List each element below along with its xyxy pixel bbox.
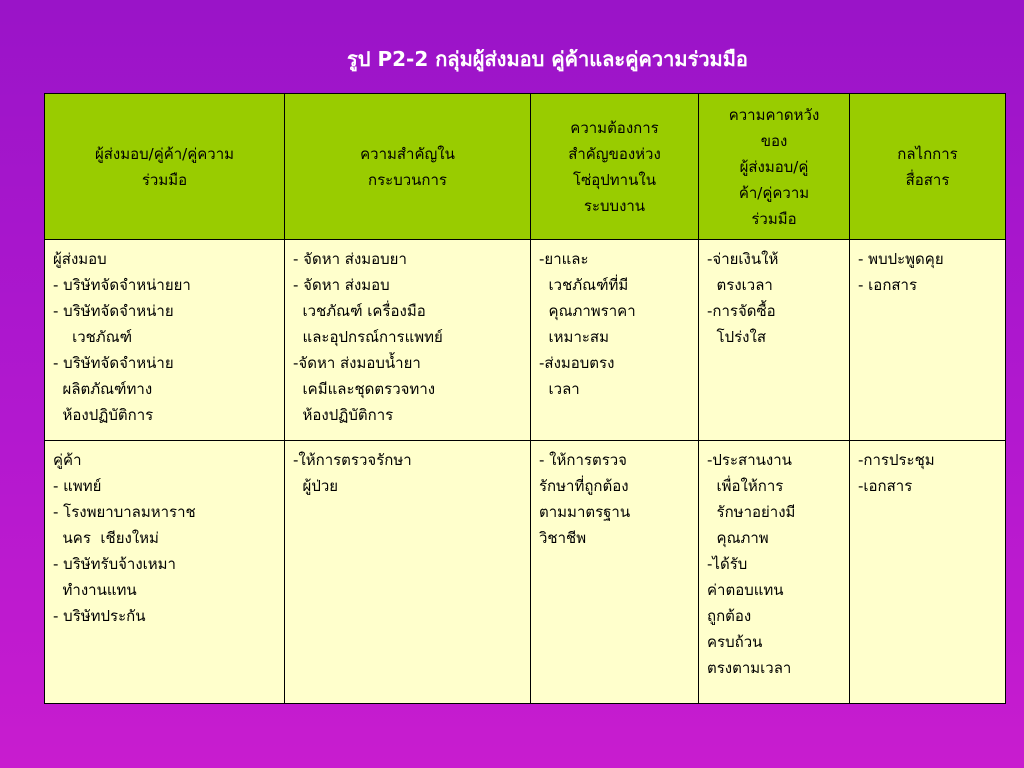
cell-partners-communication — [850, 441, 1006, 704]
cell-line: ร่วมมือ — [751, 209, 797, 228]
table-header-row — [45, 94, 1006, 240]
supplier-partner-table — [44, 93, 1006, 704]
cell-line: รักษาอย่างมี — [707, 503, 796, 521]
cell-suppliers-process-importance — [285, 240, 531, 441]
slide-title: รูป P2-2 กลุ่มผู้ส่งมอบ คู่ค้าและคู่ความร่วมมือ — [347, 47, 748, 71]
header-cell-stakeholder — [45, 94, 285, 240]
cell-line: - บริษัทจัดจำหน่าย — [53, 354, 174, 372]
cell-line: ระบบงาน — [583, 196, 646, 215]
cell-line: -ยาและ — [539, 250, 589, 268]
cell-line: -ให้การตรวจรักษา — [293, 451, 412, 469]
cell-line: วิชาชีพ — [539, 529, 587, 547]
cell-partners-requirements — [531, 441, 699, 704]
cell-line: - พบปะพูดคุย — [858, 250, 944, 268]
cell-line: - เอกสาร — [858, 276, 918, 294]
cell-line: คุณภาพ — [707, 529, 769, 547]
header-cell-process-importance — [285, 94, 531, 240]
cell-line: - จัดหา ส่งมอบ — [293, 276, 390, 294]
header-cell-expectations — [699, 94, 850, 240]
cell-line: -การจัดซื้อ — [707, 302, 776, 320]
cell-suppliers-communication — [850, 240, 1006, 441]
cell-line: ครบถ้วน — [707, 633, 763, 651]
cell-line: ผลิตภัณฑ์ทาง — [53, 380, 153, 398]
cell-line: -เอกสาร — [858, 477, 913, 495]
cell-line: ความสำคัญใน — [360, 144, 455, 163]
cell-line: เหมาะสม — [539, 328, 609, 346]
cell-line: ถูกต้อง — [707, 607, 752, 625]
cell-line: ความต้องการ — [570, 118, 659, 137]
cell-line: สื่อสาร — [905, 170, 950, 189]
cell-line: -ส่งมอบตรง — [539, 354, 615, 372]
cell-line: ห้องปฏิบัติการ — [53, 406, 154, 424]
cell-suppliers-stakeholder — [45, 240, 285, 441]
header-cell-communication-mechanism — [850, 94, 1006, 240]
cell-partners-stakeholder — [45, 441, 285, 704]
cell-line: ผู้ส่งมอบ — [53, 250, 107, 268]
cell-suppliers-expectations — [699, 240, 850, 441]
cell-line: คุณภาพราคา — [539, 302, 636, 320]
cell-line: โปร่งใส — [707, 328, 766, 346]
cell-line: ความคาดหวัง — [728, 105, 820, 124]
cell-line: ตรงเวลา — [707, 276, 773, 294]
cell-line: เวลา — [539, 380, 580, 398]
cell-line: -ประสานงาน — [707, 451, 792, 469]
cell-line: ผู้ส่งมอบ/คู่ค้า/คู่ความ — [94, 144, 235, 163]
cell-line: ตรงตามเวลา — [707, 659, 792, 677]
cell-line: เพื่อให้การ — [707, 477, 784, 495]
cell-line: -ได้รับ — [707, 555, 748, 573]
cell-line: ห้องปฏิบัติการ — [293, 406, 394, 424]
cell-line: ทำงานแทน — [53, 581, 137, 599]
cell-line: - บริษัทรับจ้างเหมา — [53, 555, 176, 573]
cell-line: และอุปกรณ์การแพทย์ — [293, 328, 443, 346]
cell-line: ร่วมมือ — [141, 170, 188, 189]
cell-partners-expectations — [699, 441, 850, 704]
cell-line: รักษาที่ถูกต้อง — [539, 477, 629, 495]
cell-line: ตามมาตรฐาน — [539, 503, 631, 521]
cell-line: - ให้การตรวจ — [539, 451, 627, 469]
cell-line: เวชภัณฑ์ที่มี — [539, 276, 629, 294]
cell-partners-process-importance — [285, 441, 531, 704]
cell-line: ผู้ป่วย — [293, 477, 339, 495]
cell-line: ของ — [760, 131, 788, 150]
cell-line: กระบวนการ — [368, 170, 447, 189]
cell-line: เวชภัณฑ์ เครื่องมือ — [293, 302, 426, 320]
cell-line: - บริษัทประกัน — [53, 607, 146, 625]
cell-line: - แพทย์ — [53, 477, 102, 495]
cell-line: เวชภัณฑ์ — [53, 328, 133, 346]
cell-line: นคร เชียงใหม่ — [53, 529, 159, 547]
cell-line: -จ่ายเงินให้ — [707, 250, 779, 268]
cell-line: - จัดหา ส่งมอบยา — [293, 250, 407, 268]
cell-line: สำคัญของห่วง — [568, 144, 661, 163]
cell-line: ค่าตอบแทน — [707, 581, 784, 599]
cell-line: โซ่อุปทานใน — [573, 170, 656, 189]
cell-line: - บริษัทจัดจำหน่ายยา — [53, 276, 191, 294]
cell-line: - โรงพยาบาลมหาราช — [53, 503, 196, 521]
header-cell-supply-chain-requirements — [531, 94, 699, 240]
cell-line: - บริษัทจัดจำหน่าย — [53, 302, 174, 320]
cell-line: กลไกการ — [897, 144, 958, 163]
cell-suppliers-requirements — [531, 240, 699, 441]
cell-line: เคมีและชุดตรวจทาง — [293, 380, 436, 398]
cell-line: -จัดหา ส่งมอบน้ำยา — [293, 354, 421, 372]
table-row-partners — [45, 441, 1006, 704]
cell-line: -การประชุม — [858, 451, 935, 469]
table-row-suppliers — [45, 240, 1006, 441]
cell-line: ผู้ส่งมอบ/คู่ — [739, 157, 809, 176]
cell-line: คู่ค้า — [53, 451, 82, 469]
cell-line: ค้า/คู่ความ — [738, 183, 810, 202]
